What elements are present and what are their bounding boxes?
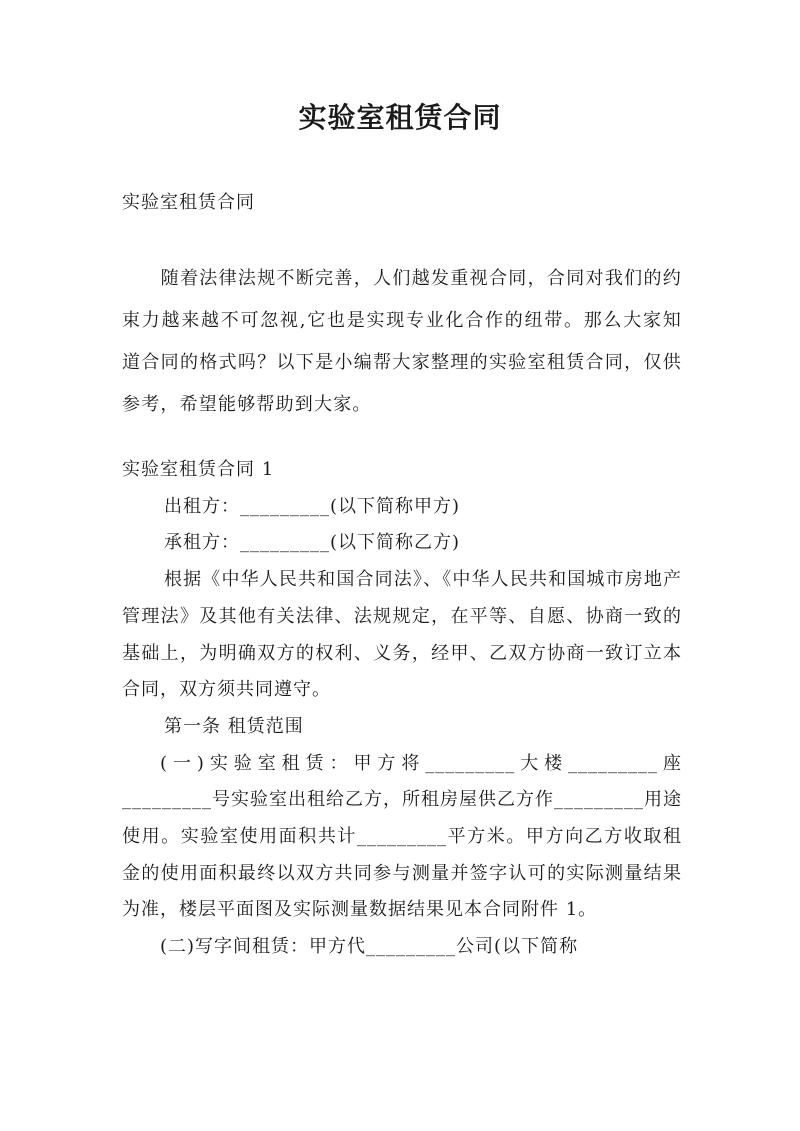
clause-2-office-rental: (二)写字间租赁：甲方代_________公司(以下简称 [160, 936, 579, 958]
contract-heading: 实验室租赁合同 1 [122, 459, 275, 480]
intro-paragraph: 随着法律法规不断完善，人们越发重视合同，合同对我们的约束力越来越不可忽视,它也是实现专业化合作的纽带。那么大家知道合同的格式吗？以下是小编帮大家整理的实验室租赁合同，仅供参考，希望能够帮助到大家。 [122, 268, 682, 415]
lessee-line: 承租方：_________(以下简称乙方) [164, 532, 461, 554]
article-1-title: 第一条 租赁范围 [164, 715, 304, 737]
legal-basis-paragraph: 根据《中华人民共和国合同法》、《中华人民共和国城市房地产管理法》及其他有关法律、法规规定，在平等、自愿、协商一致的基础上，为明确双方的权利、义务，经甲、乙双方协商一致订立本合同，双方须共同遵守。 [122, 569, 682, 701]
lessor-line: 出租方：_________(以下简称甲方) [164, 495, 461, 517]
contract-section [122, 452, 682, 966]
clause-1-lab-rental: (一)实验室租赁：甲方将_________大楼_________座_________号实验室出租给乙方，所租房屋供乙方作_________用途使用。实验室使用面积共计_________平方米。甲方向乙方收取租金的使用面积最终以双方共同参与测量并签字认可的实际测量结果为准，楼层平面图及实际测量数据结果见本合同附件 1。 [122, 752, 682, 921]
document-subtitle: 实验室租赁合同 [122, 192, 255, 213]
document-title: 实验室租赁合同 [298, 101, 502, 134]
